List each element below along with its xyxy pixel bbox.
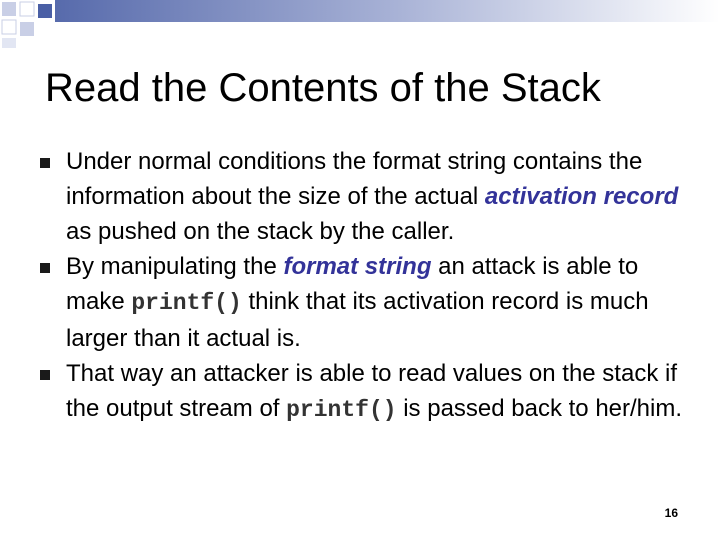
square-bullet-icon [40, 158, 50, 168]
page-number: 16 [664, 506, 678, 520]
emphasis-text: format string [283, 253, 432, 280]
bullet-text: as pushed on the stack by the caller. [66, 218, 455, 245]
emphasis-text: activation record [484, 183, 679, 210]
header-decoration [0, 0, 720, 50]
bullet-text: Under normal conditions the format string contains the information about the size of the actual [66, 148, 643, 210]
bullet-item [40, 356, 700, 428]
bullet-text: an attack is able to make [66, 253, 639, 315]
bullet-item [40, 144, 700, 249]
code-text: printf() [131, 290, 242, 316]
slide-title: Read the Contents of the Stack [45, 66, 601, 110]
square-bullet-icon [40, 370, 50, 380]
square-bullet-icon [40, 263, 50, 273]
bullet-list [40, 144, 700, 428]
bullet-text: That way an attacker is able to read values on the stack if the output stream of [66, 360, 677, 422]
bullet-text: think that its activation record is much larger than it actual is. [66, 288, 649, 352]
bullet-text: By manipulating the [66, 253, 284, 280]
code-text: printf() [286, 397, 397, 423]
bullet-item [40, 249, 700, 356]
bullet-text: is passed back to her/him. [396, 395, 683, 422]
